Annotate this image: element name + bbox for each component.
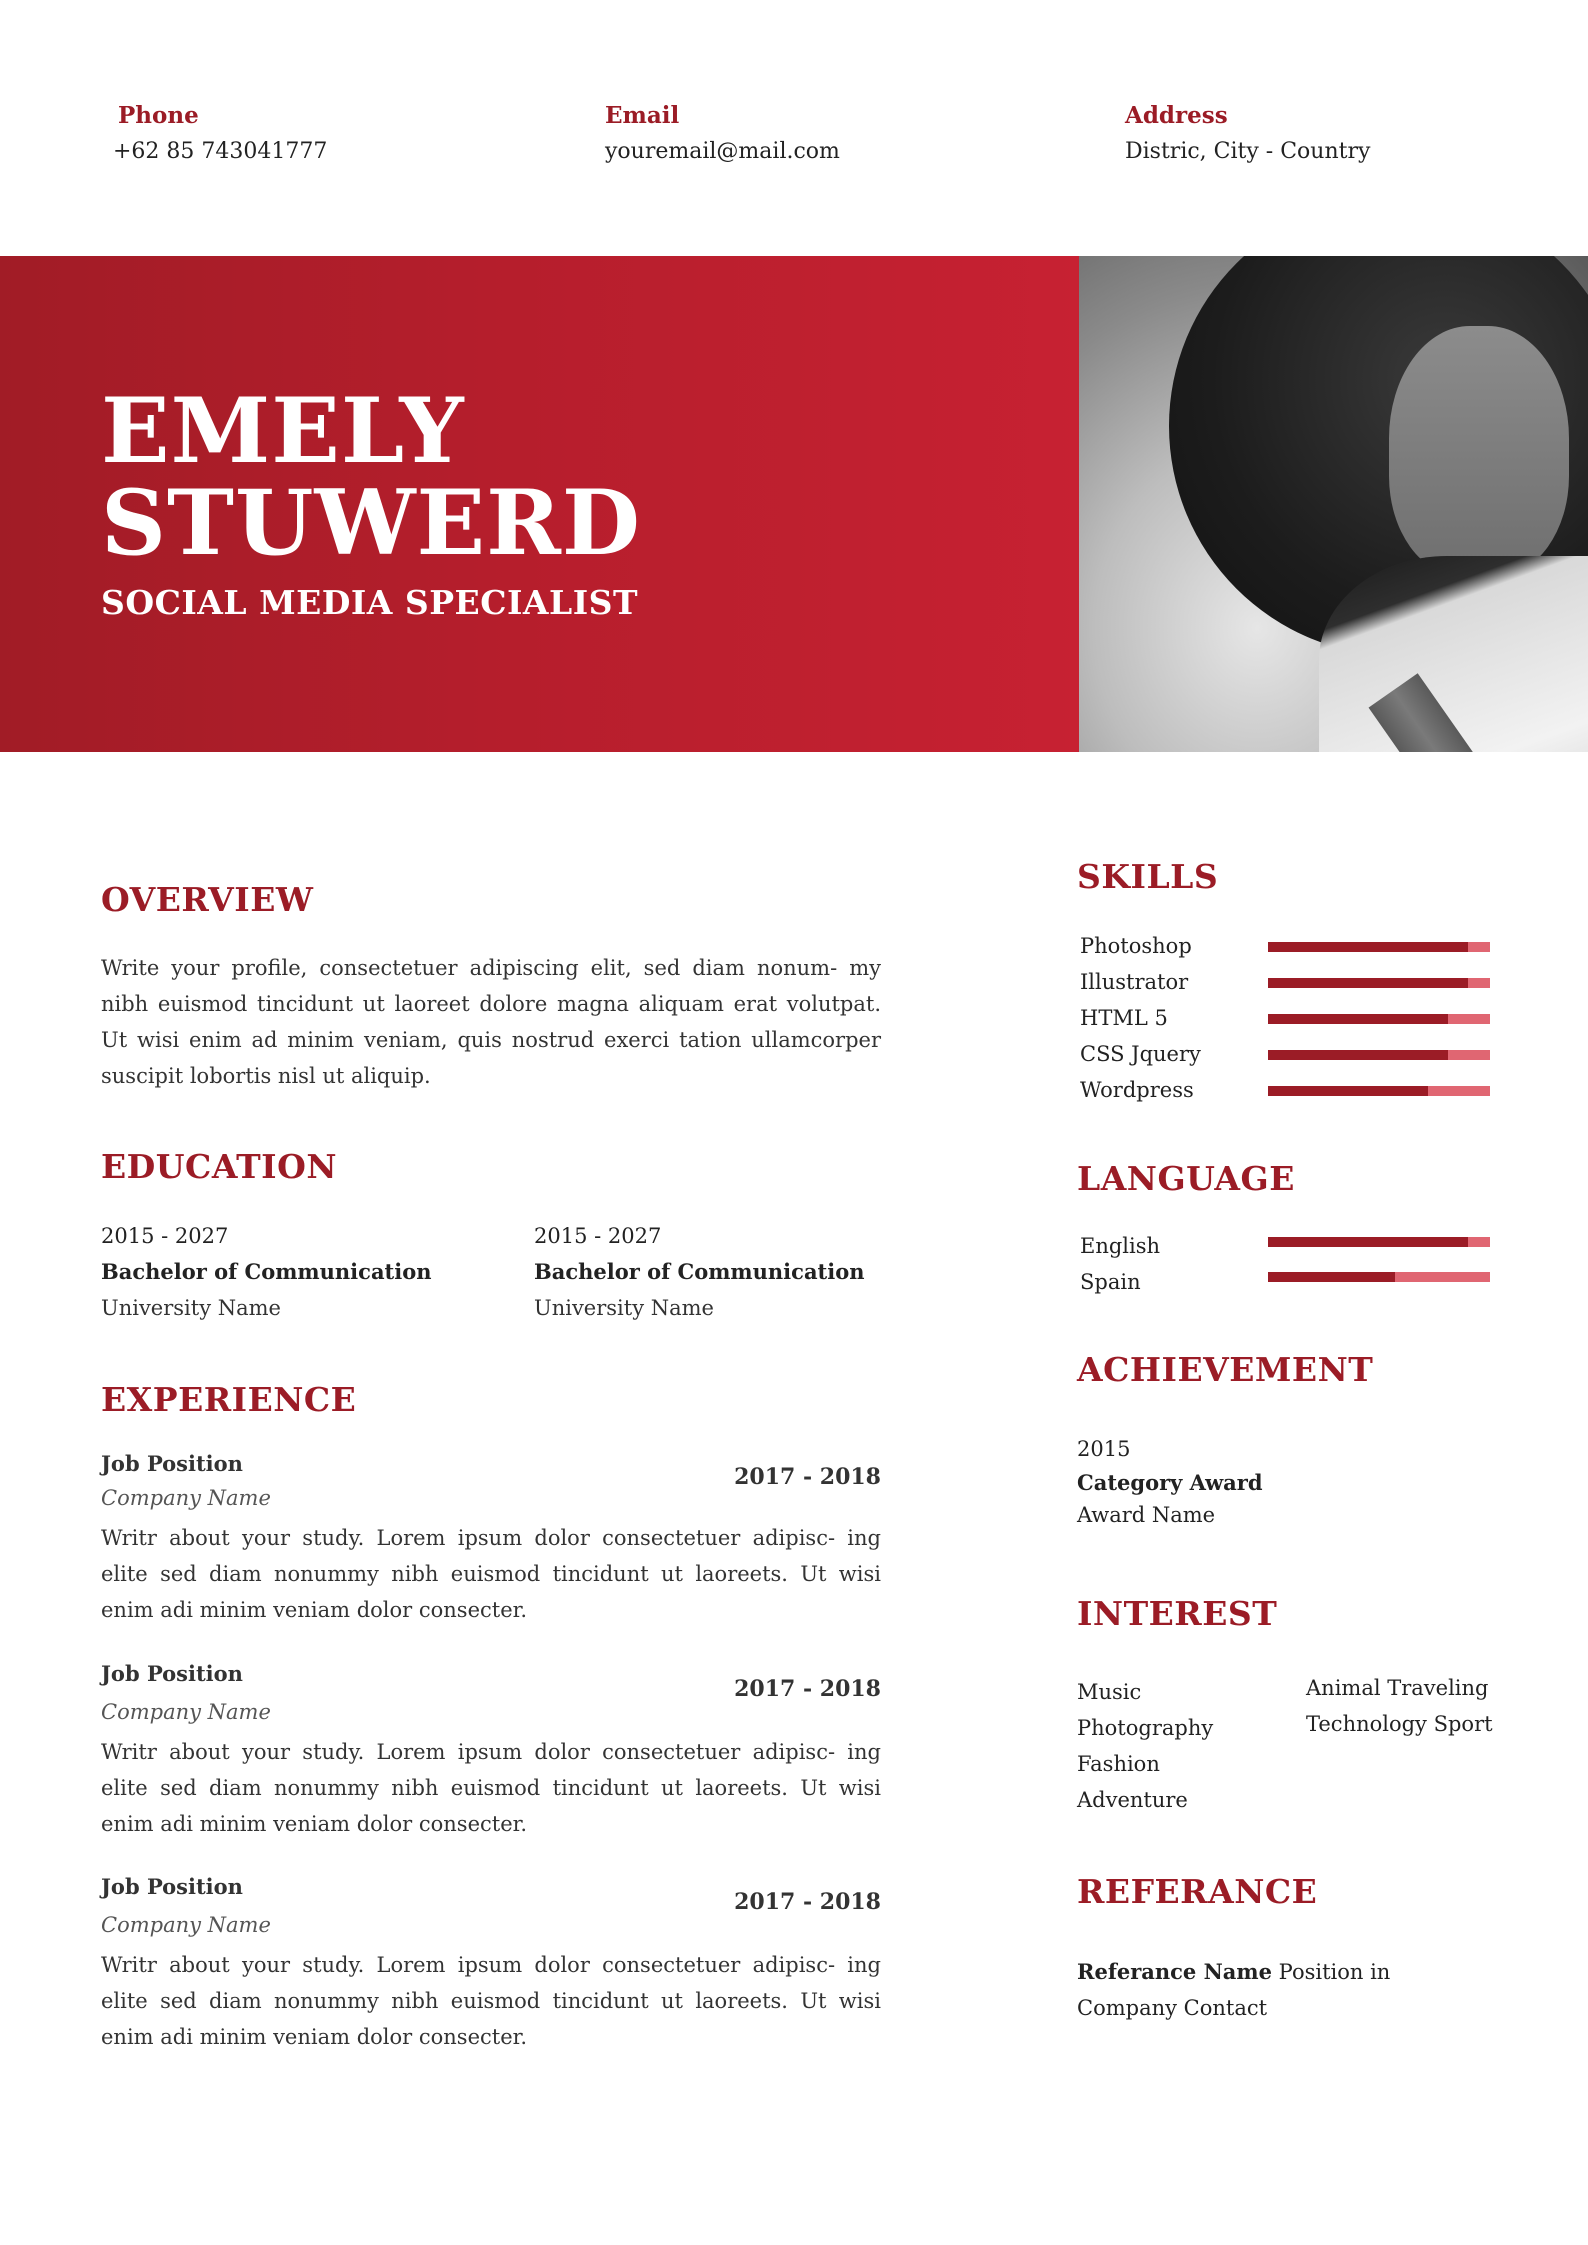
first-name: EMELY xyxy=(101,378,465,484)
skill-name: HTML 5 xyxy=(1080,1006,1168,1030)
interest-item: Technology Sport xyxy=(1306,1712,1493,1736)
education-years: 2015 - 2027 xyxy=(534,1224,662,1248)
skill-bar xyxy=(1268,942,1490,952)
education-school: University Name xyxy=(534,1296,714,1320)
achievement-item xyxy=(1077,1433,1263,1532)
achievement-heading: ACHIEVEMENT xyxy=(1077,1350,1374,1389)
interest-column-1 xyxy=(1077,1674,1213,1818)
skill-bar xyxy=(1268,1014,1490,1024)
interest-item: Photography xyxy=(1077,1716,1214,1740)
experience-item xyxy=(101,1871,881,2055)
skill-bars xyxy=(1268,942,1490,1096)
address-value: Distric, City - Country xyxy=(1125,139,1371,164)
reference-position: Position in xyxy=(1272,1960,1391,1984)
skill-bar xyxy=(1268,978,1490,988)
language-bar-fill xyxy=(1268,1237,1468,1247)
interest-heading: INTEREST xyxy=(1077,1594,1278,1633)
photo-neck xyxy=(1389,326,1569,576)
phone-label: Phone xyxy=(118,102,199,129)
job-dates: 2017 - 2018 xyxy=(734,1676,881,1702)
profile-photo xyxy=(1079,256,1588,752)
job-position: Job Position xyxy=(101,1451,243,1476)
skill-bar xyxy=(1268,1050,1490,1060)
full-name xyxy=(101,378,641,576)
skill-name: Illustrator xyxy=(1080,970,1189,994)
language-bar-fill xyxy=(1268,1272,1395,1282)
last-name: STUWERD xyxy=(101,470,641,576)
achievement-year: 2015 xyxy=(1077,1437,1131,1461)
skill-names xyxy=(1080,928,1201,1108)
job-position: Job Position xyxy=(101,1661,243,1686)
skill-bar xyxy=(1268,1086,1490,1096)
reference-line xyxy=(1077,1954,1390,1990)
skill-name: Wordpress xyxy=(1080,1078,1194,1102)
language-bars xyxy=(1268,1237,1490,1282)
email-label: Email xyxy=(605,102,680,129)
interest-item: Animal Traveling xyxy=(1306,1676,1489,1700)
overview-heading: OVERVIEW xyxy=(101,880,314,919)
language-bar xyxy=(1268,1237,1490,1247)
company-name: Company Name xyxy=(101,1486,271,1510)
interest-item: Adventure xyxy=(1077,1788,1188,1812)
experience-item xyxy=(101,1448,881,1628)
interest-column-2 xyxy=(1306,1670,1493,1742)
skill-bar-fill xyxy=(1268,1014,1448,1024)
education-school: University Name xyxy=(101,1296,281,1320)
company-name: Company Name xyxy=(101,1700,271,1724)
language-bar xyxy=(1268,1272,1490,1282)
company-name: Company Name xyxy=(101,1913,271,1937)
job-dates: 2017 - 2018 xyxy=(734,1889,881,1915)
skill-name: CSS Jquery xyxy=(1080,1042,1201,1066)
education-degree: Bachelor of Communication xyxy=(101,1259,432,1284)
education-years: 2015 - 2027 xyxy=(101,1224,229,1248)
skill-bar-fill xyxy=(1268,1050,1448,1060)
skill-bar-fill xyxy=(1268,1086,1428,1096)
interest-item: Fashion xyxy=(1077,1752,1160,1776)
overview-text: Write your profile, consectetuer adipiscing elit, sed diam nonum- my nibh euismod tincidunt ut laoreet dolore magna aliquam erat volutpat. Ut wisi enim ad minim veniam, quis nostrud exerci tation ullamcorper suscipit lobortis nisl ut aliquip. xyxy=(101,956,881,1088)
skill-bar-fill xyxy=(1268,942,1468,952)
language-name: Spain xyxy=(1080,1270,1141,1294)
reference-heading: REFERANCE xyxy=(1077,1872,1318,1911)
education-degree: Bachelor of Communication xyxy=(534,1259,865,1284)
job-description: Writr about your study. Lorem ipsum dolor consectetuer adipisc- ing elite sed diam nonummy nibh euismod tincidunt ut laoreets. Ut wisi enim adi minim veniam dolor consecter. xyxy=(101,1953,881,2049)
skills-heading: SKILLS xyxy=(1077,857,1219,896)
skill-name: Photoshop xyxy=(1080,934,1192,958)
language-name: English xyxy=(1080,1234,1161,1258)
interest-item: Music xyxy=(1077,1680,1142,1704)
education-item xyxy=(534,1218,865,1326)
address-label: Address xyxy=(1125,102,1228,129)
job-description: Writr about your study. Lorem ipsum dolor consectetuer adipisc- ing elite sed diam nonummy nibh euismod tincidunt ut laoreets. Ut wisi enim adi minim veniam dolor consecter. xyxy=(101,1526,881,1622)
reference-block xyxy=(1077,1954,1390,2026)
phone-value: +62 85 743041777 xyxy=(113,139,328,164)
job-title: SOCIAL MEDIA SPECIALIST xyxy=(101,583,639,622)
email-value: youremail@mail.com xyxy=(605,139,840,164)
education-heading: EDUCATION xyxy=(101,1147,338,1186)
achievement-award: Award Name xyxy=(1077,1503,1216,1527)
experience-item xyxy=(101,1658,881,1842)
experience-heading: EXPERIENCE xyxy=(101,1380,357,1419)
language-heading: LANGUAGE xyxy=(1077,1159,1295,1198)
reference-contact: Company Contact xyxy=(1077,1996,1268,2020)
language-names xyxy=(1080,1228,1160,1300)
education-item xyxy=(101,1218,432,1326)
job-dates: 2017 - 2018 xyxy=(734,1464,881,1490)
reference-name: Referance Name xyxy=(1077,1959,1272,1984)
job-position: Job Position xyxy=(101,1874,243,1899)
achievement-category: Category Award xyxy=(1077,1470,1263,1495)
job-description: Writr about your study. Lorem ipsum dolor consectetuer adipisc- ing elite sed diam nonummy nibh euismod tincidunt ut laoreets. Ut wisi enim adi minim veniam dolor consecter. xyxy=(101,1740,881,1836)
photo-collar xyxy=(1319,556,1588,752)
skill-bar-fill xyxy=(1268,978,1468,988)
